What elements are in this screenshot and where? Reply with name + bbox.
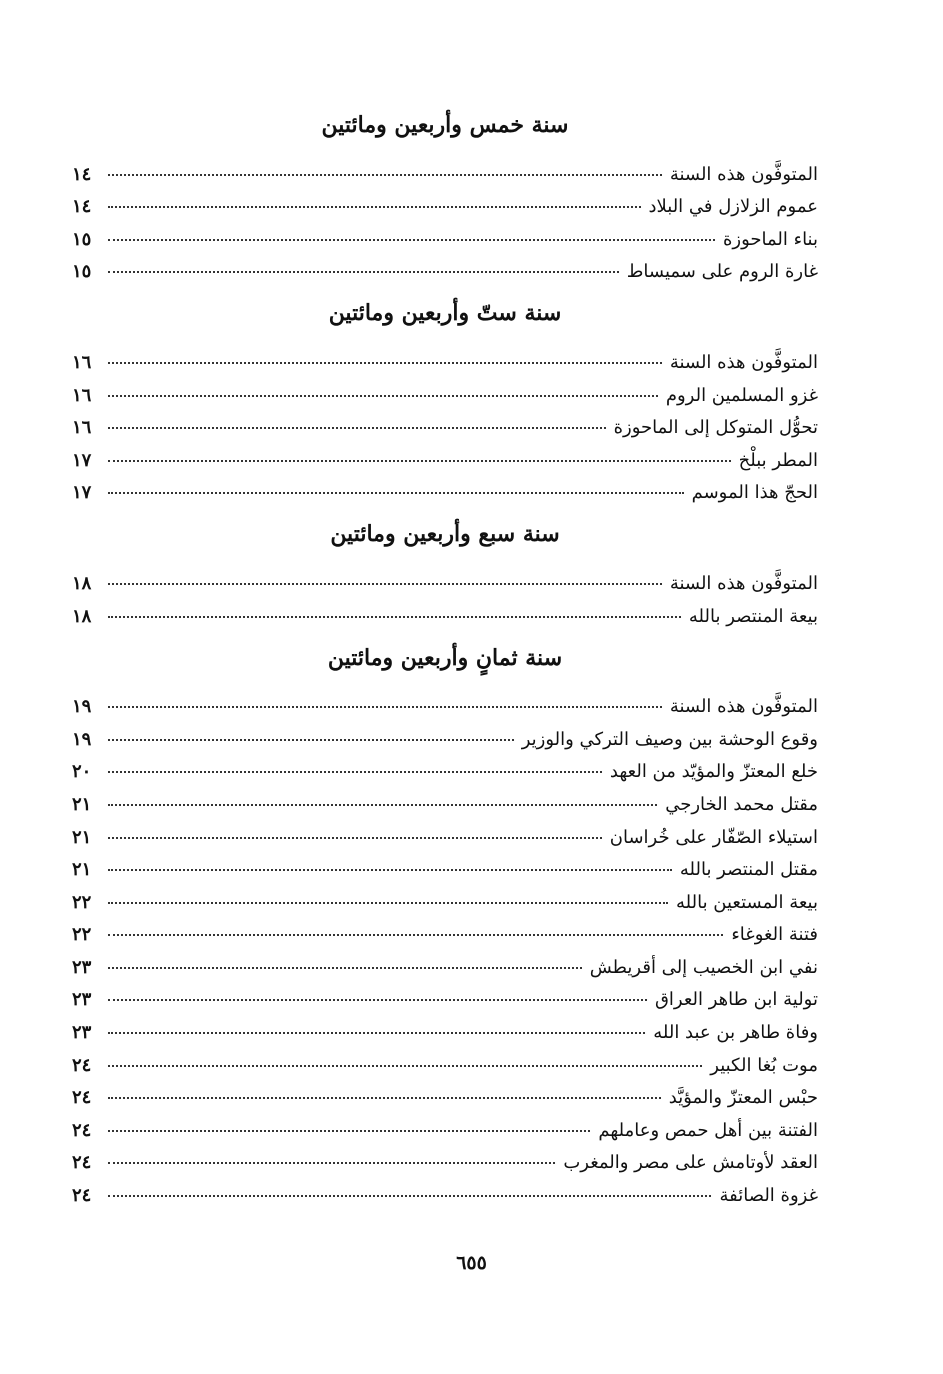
entry-title: غزو المسلمين الروم xyxy=(665,384,818,406)
entry-title: المتوفَّون هذه السنة xyxy=(669,351,818,373)
entry-title: وفاة طاهر بن عبد الله xyxy=(653,1022,818,1044)
dot-leader xyxy=(108,1162,555,1164)
toc-entry xyxy=(72,373,818,406)
entry-page-number: ٢٢ xyxy=(72,924,92,946)
toc-entry xyxy=(72,340,818,373)
entry-title: المتوفَّون هذه السنة xyxy=(669,572,818,594)
entry-title: موت بُغا الكبير xyxy=(710,1054,818,1076)
entry-page-number: ١٨ xyxy=(72,572,92,594)
toc-entry xyxy=(72,945,818,978)
dot-leader xyxy=(108,1130,590,1132)
dot-leader xyxy=(108,837,602,839)
toc-section xyxy=(72,517,818,626)
toc-entry xyxy=(72,1173,818,1206)
dot-leader xyxy=(108,271,619,273)
entry-page-number: ١٥ xyxy=(72,228,92,250)
entry-page-number: ٢٣ xyxy=(72,989,92,1011)
toc-entry xyxy=(72,978,818,1011)
toc-entry xyxy=(72,152,818,185)
dot-leader xyxy=(108,1032,645,1034)
toc-entry xyxy=(72,1076,818,1109)
dot-leader xyxy=(108,934,723,936)
entry-page-number: ٢٤ xyxy=(72,1152,92,1174)
entry-title: نفي ابن الخصيب إلى أقريطش xyxy=(589,956,818,978)
table-of-contents xyxy=(72,108,818,1220)
entry-title: غزوة الصائفة xyxy=(719,1185,818,1207)
dot-leader xyxy=(108,362,662,364)
entry-title: استيلاء الصّفّار على خُراسان xyxy=(609,826,818,848)
dot-leader xyxy=(108,1097,661,1099)
entry-title: بيعة المنتصر بالله xyxy=(688,605,818,627)
toc-entry xyxy=(72,685,818,718)
entry-page-number: ٢٠ xyxy=(72,761,92,783)
dot-leader xyxy=(108,492,684,494)
toc-entry xyxy=(72,880,818,913)
toc-entry xyxy=(72,185,818,218)
page-number: ٦٥٥ xyxy=(456,1252,487,1274)
entry-page-number: ١٥ xyxy=(72,261,92,283)
entry-title: تولية ابن طاهر العراق xyxy=(654,989,818,1011)
entry-page-number: ٢٤ xyxy=(72,1087,92,1109)
entry-title: بناء الماحوزة xyxy=(722,228,818,250)
toc-entry xyxy=(72,406,818,439)
toc-entry xyxy=(72,848,818,881)
toc-entry xyxy=(72,594,818,627)
dot-leader xyxy=(108,395,658,397)
toc-section xyxy=(72,641,818,1207)
toc-section xyxy=(72,296,818,503)
toc-entry xyxy=(72,217,818,250)
dot-leader xyxy=(108,967,582,969)
toc-entry xyxy=(72,1043,818,1076)
dot-leader xyxy=(108,239,715,241)
entry-title: تحوُّل المتوكل إلى الماحوزة xyxy=(613,417,818,439)
entry-page-number: ١٤ xyxy=(72,163,92,185)
toc-entry xyxy=(72,913,818,946)
dot-leader xyxy=(108,1195,711,1197)
toc-entry xyxy=(72,815,818,848)
toc-entry xyxy=(72,438,818,471)
entry-title: بيعة المستعين بالله xyxy=(675,891,818,913)
entry-title: وقوع الوحشة بين وصيف التركي والوزير xyxy=(521,728,818,750)
section-heading: سنة خمس وأربعين ومائتين xyxy=(321,112,569,138)
entry-page-number: ٢٤ xyxy=(72,1185,92,1207)
toc-entry xyxy=(72,250,818,283)
entry-page-number: ١٧ xyxy=(72,449,92,471)
dot-leader xyxy=(108,583,662,585)
dot-leader xyxy=(108,739,514,741)
entry-page-number: ٢٤ xyxy=(72,1119,92,1141)
entry-title: حبْس المعتزّ والمؤيَّد xyxy=(668,1087,818,1109)
entry-title: الحجّ هذا الموسم xyxy=(691,482,818,504)
entry-page-number: ٢٤ xyxy=(72,1054,92,1076)
dot-leader xyxy=(108,902,668,904)
entry-page-number: ٢٣ xyxy=(72,956,92,978)
dot-leader xyxy=(108,460,731,462)
entry-page-number: ٢١ xyxy=(72,793,92,815)
section-heading: سنة سبع وأربعين ومائتين xyxy=(330,521,560,548)
entry-title: العقد لأوتامش على مصر والمغرب xyxy=(563,1152,818,1174)
entry-title: الفتنة بين أهل حمص وعاملهم xyxy=(598,1119,818,1141)
dot-leader xyxy=(108,804,657,806)
toc-entry xyxy=(72,1108,818,1141)
toc-section xyxy=(72,108,818,282)
toc-entry xyxy=(72,471,818,504)
toc-entry xyxy=(72,717,818,750)
entry-page-number: ١٩ xyxy=(72,728,92,750)
entry-title: فتنة الغوغاء xyxy=(731,924,818,946)
entry-page-number: ٢٢ xyxy=(72,891,92,913)
entry-page-number: ١٩ xyxy=(72,696,92,718)
entry-page-number: ٢١ xyxy=(72,859,92,881)
entry-page-number: ١٤ xyxy=(72,196,92,218)
entry-title: خلع المعتزّ والمؤيّد من العهد xyxy=(609,761,818,783)
dot-leader xyxy=(108,1065,702,1067)
entry-page-number: ٢١ xyxy=(72,826,92,848)
section-heading: سنة ستّ وأربعين ومائتين xyxy=(328,300,562,327)
entry-title: مقتل محمد الخارجي xyxy=(665,793,818,815)
toc-entry xyxy=(72,561,818,594)
dot-leader xyxy=(108,427,606,429)
entry-title: المتوفَّون هذه السنة xyxy=(669,163,818,185)
entry-page-number: ٢٣ xyxy=(72,1022,92,1044)
toc-entry xyxy=(72,782,818,815)
dot-leader xyxy=(108,999,647,1001)
dot-leader xyxy=(108,616,681,618)
dot-leader xyxy=(108,174,662,176)
dot-leader xyxy=(108,771,602,773)
toc-entry xyxy=(72,1141,818,1174)
entry-page-number: ١٦ xyxy=(72,417,92,439)
toc-entry xyxy=(72,1010,818,1043)
toc-entry xyxy=(72,750,818,783)
entry-title: غارة الروم على سميساط xyxy=(626,261,818,283)
entry-page-number: ١٧ xyxy=(72,482,92,504)
entry-title: المطر ببلْخ xyxy=(738,449,818,471)
entry-title: عموم الزلازل في البلاد xyxy=(648,196,818,218)
entry-page-number: ١٦ xyxy=(72,351,92,373)
entry-title: مقتل المنتصر بالله xyxy=(679,859,818,881)
entry-page-number: ١٨ xyxy=(72,605,92,627)
dot-leader xyxy=(108,706,662,708)
dot-leader xyxy=(108,206,641,208)
dot-leader xyxy=(108,869,672,871)
entry-page-number: ١٦ xyxy=(72,384,92,406)
section-heading: سنة ثمانٍ وأربعين ومائتين xyxy=(327,644,563,671)
entry-title: المتوفَّون هذه السنة xyxy=(669,696,818,718)
